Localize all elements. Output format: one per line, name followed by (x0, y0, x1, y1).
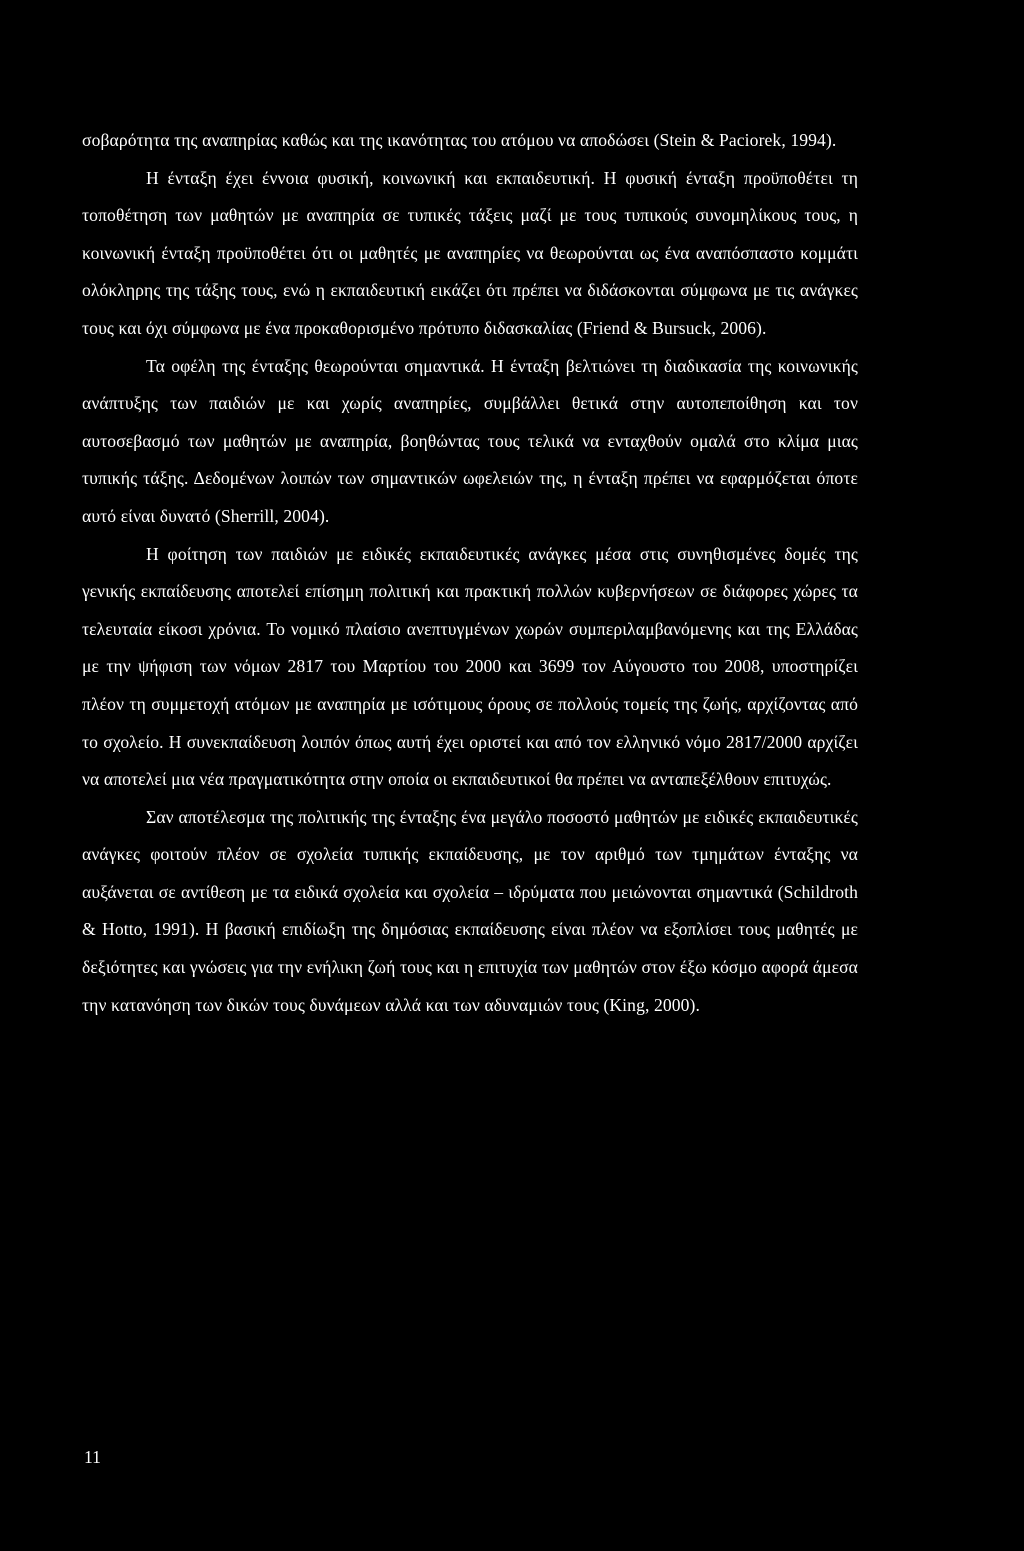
body-text (82, 122, 858, 1024)
paragraph-policy-results: Σαν αποτέλεσμα της πολιτικής της ένταξης ένα μεγάλο ποσοστό μαθητών με ειδικές εκπαιδευτικές ανάγκες φοιτούν πλέον σε σχολεία τυπικής εκπαίδευσης, με τον αριθμό των τμημάτων ένταξης να αυξάνεται σε αντίθεση με τα ειδικά σχολεία και σχολεία – ιδρύματα που μειώνονται σημαντικά (Schildroth & Hotto, 1991). Η βασική επιδίωξη της δημόσιας εκπαίδευσης είναι πλέον να εξοπλίσει τους μαθητές με δεξιότητες και γνώσεις για την ενήλικη ζωή τους και η επιτυχία των μαθητών στον έξω κόσμο αφορά άμεσα την κατανόηση των δικών τους δυνάμεων αλλά και των αδυναμιών τους (King, 2000). (82, 806, 858, 1015)
paragraph-inclusion-benefits: Τα οφέλη της ένταξης θεωρούνται σημαντικά. Η ένταξη βελτιώνει τη διαδικασία της κοινωνικής ανάπτυξης των παιδιών με και χωρίς αναπηρίες, συμβάλλει θετικά στην αυτοπεποίθηση και τον αυτοσεβασμό των μαθητών με αναπηρία, βοηθώντας τους τελικά να ενταχθούν ομαλά στο κλίμα μιας τυπικής τάξης. Δεδομένων λοιπών των σημαντικών ωφελειών της, η ένταξη πρέπει να εφαρμόζεται όποτε αυτό είναι δυνατό (Sherrill, 2004). (82, 355, 858, 526)
paragraph-inclusion-types: Η ένταξη έχει έννοια φυσική, κοινωνική και εκπαιδευτική. Η φυσική ένταξη προϋποθέτει τη τοποθέτηση των μαθητών με αναπηρία σε τυπικές τάξεις μαζί με τους τυπικούς συνομηλίκους τους, η κοινωνική ένταξη προϋποθέτει ότι οι μαθητές με αναπηρίες να θεωρούνται ως ένα αναπόσπαστο κομμάτι ολόκληρης της τάξης τους, ενώ η εκπαιδευτική εικάζει ότι πρέπει να διδάσκονται σύμφωνα με τις ανάγκες τους και όχι σύμφωνα με ένα προκαθορισμένο πρότυπο διδασκαλίας (Friend & Bursuck, 2006). (82, 167, 858, 338)
page-number: 11 (84, 1447, 101, 1467)
paragraph-legal-framework: Η φοίτηση των παιδιών με ειδικές εκπαιδευτικές ανάγκες μέσα στις συνηθισμένες δομές της γενικής εκπαίδευσης αποτελεί επίσημη πολιτική και πρακτική πολλών κυβερνήσεων σε διάφορες χώρες τα τελευταία είκοσι χρόνια. Το νομικό πλαίσιο ανεπτυγμένων χωρών συμπεριλαμβανόμενης και της Ελλάδας με την ψήφιση των νόμων 2817 του Μαρτίου του 2000 και 3699 τον Αύγουστο του 2008, υποστηρίζει πλέον τη συμμετοχή ατόμων με αναπηρία με ισότιμους όρους σε πολλούς τομείς της ζωής, αρχίζοντας από το σχολείο. Η συνεκπαίδευση λοιπόν όπως αυτή έχει οριστεί και από τον ελληνικό νόμο 2817/2000 αρχίζει να αποτελεί μια νέα πραγματικότητα στην οποία οι εκπαιδευτικοί θα πρέπει να ανταπεξέλθουν επιτυχώς. (82, 543, 858, 790)
paragraph-continuation: σοβαρότητα της αναπηρίας καθώς και της ικανότητας του ατόμου να αποδώσει (Stein & Paciorek, 1994). (82, 130, 837, 150)
